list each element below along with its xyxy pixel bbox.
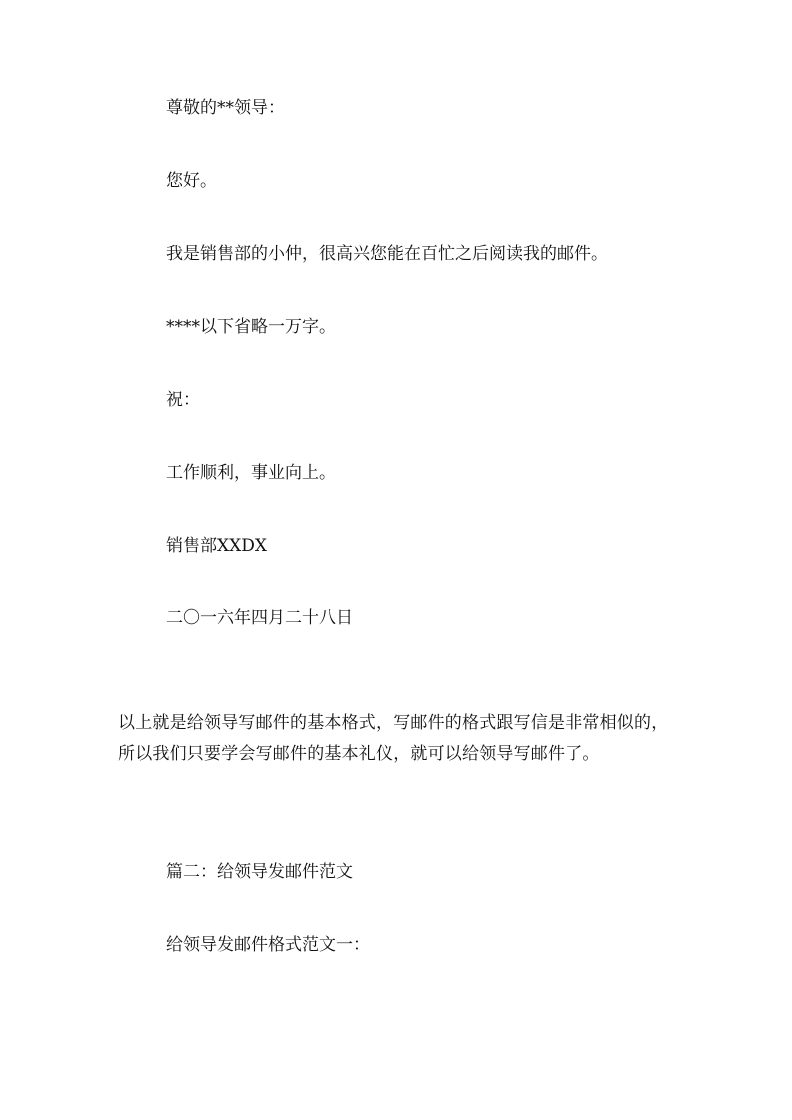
summary-paragraph: 以上就是给领导写邮件的基本格式，写邮件的格式跟写信是非常相似的，所以我们只要学会写邮件的基本礼仪，就可以给领导写邮件了。 [118,713,669,764]
letter-sender: 销售部XXDX [166,536,267,556]
letter-omitted-note: ****以下省略一万字。 [166,317,336,337]
section-heading: 篇二：给领导发邮件范文 [166,862,353,882]
letter-intro: 我是销售部的小仲，很高兴您能在百忙之后阅读我的邮件。 [166,244,608,264]
letter-wish-content: 工作顺利，事业向上。 [166,463,336,483]
letter-salutation: 尊敬的**领导： [166,98,285,118]
letter-wish: 祝： [166,390,200,410]
section-subheading: 给领导发邮件格式范文一： [166,935,370,955]
letter-date: 二〇一六年四月二十八日 [166,608,353,628]
letter-greeting: 您好。 [166,171,217,191]
